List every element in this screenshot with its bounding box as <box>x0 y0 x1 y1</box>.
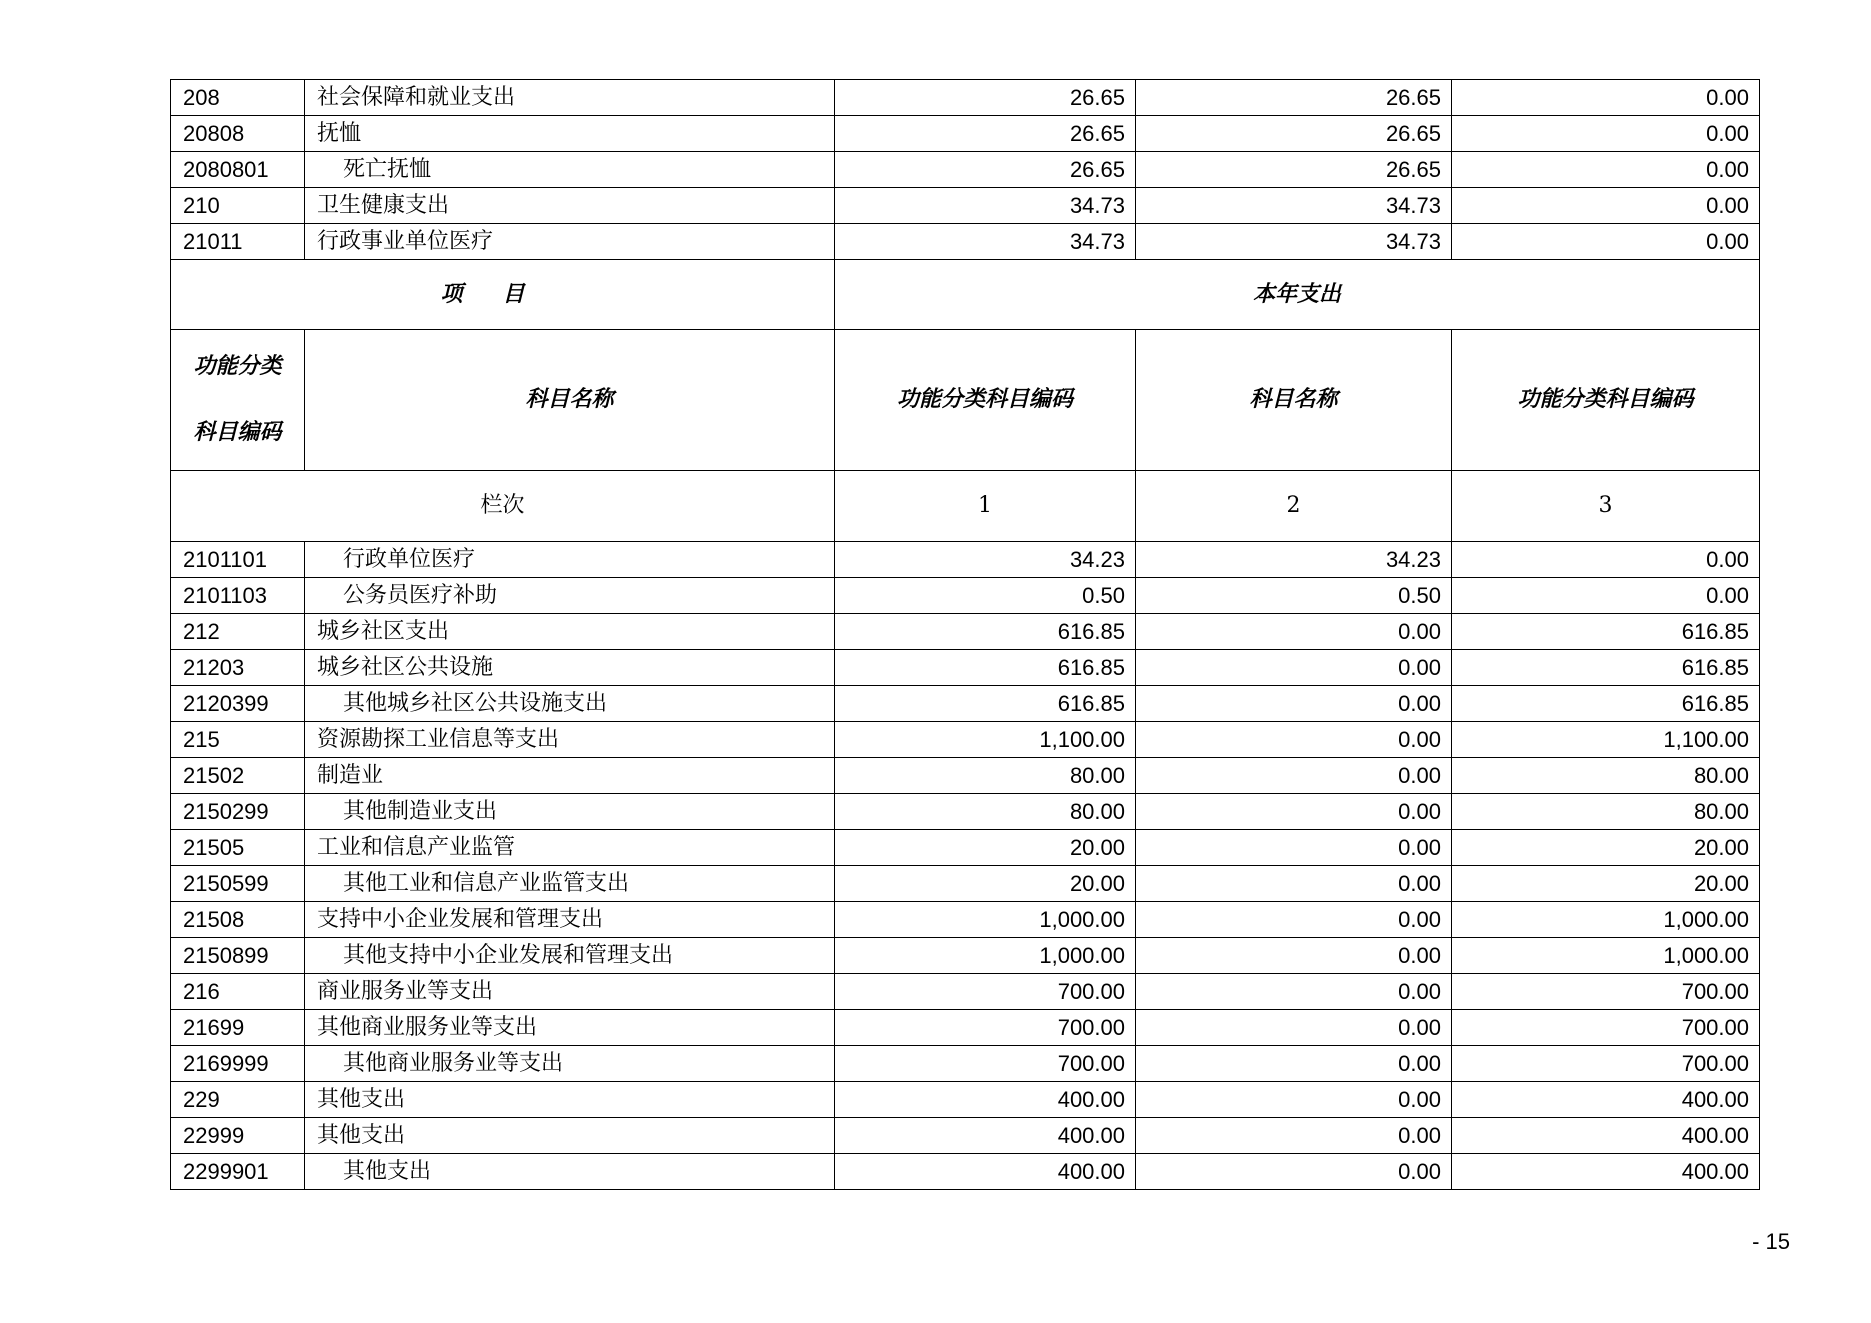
row-value-col2: 0.00 <box>1136 758 1452 794</box>
row-value-col3: 20.00 <box>1452 830 1760 866</box>
row-value-col1: 616.85 <box>835 650 1136 686</box>
header-row-2 <box>171 330 1760 471</box>
row-value-col1: 1,000.00 <box>835 938 1136 974</box>
row-value-col2: 0.00 <box>1136 902 1452 938</box>
header-row-3 <box>171 471 1760 542</box>
table-row <box>171 1082 1760 1118</box>
table-row <box>171 614 1760 650</box>
row-value-col3: 0.00 <box>1452 152 1760 188</box>
row-value-col2: 0.00 <box>1136 938 1452 974</box>
row-value-col1: 400.00 <box>835 1082 1136 1118</box>
row-value-col2: 0.00 <box>1136 1118 1452 1154</box>
table-row <box>171 1046 1760 1082</box>
row-value-col1: 20.00 <box>835 830 1136 866</box>
header-bennian: 本年支出 <box>835 260 1760 330</box>
row-value-col2: 0.00 <box>1136 1010 1452 1046</box>
table-row <box>171 80 1760 116</box>
row-value-col3: 700.00 <box>1452 974 1760 1010</box>
row-value-col3: 20.00 <box>1452 866 1760 902</box>
row-subject-name: 抚恤 <box>305 116 835 152</box>
row-code: 229 <box>171 1082 305 1118</box>
row-value-col3: 400.00 <box>1452 1118 1760 1154</box>
row-value-col3: 1,100.00 <box>1452 722 1760 758</box>
row-code: 2120399 <box>171 686 305 722</box>
row-value-col1: 34.73 <box>835 188 1136 224</box>
row-value-col2: 0.00 <box>1136 974 1452 1010</box>
row-value-col2: 0.00 <box>1136 614 1452 650</box>
table-body-top <box>171 80 1760 260</box>
row-value-col2: 34.73 <box>1136 188 1452 224</box>
table-row <box>171 686 1760 722</box>
row-code: 22999 <box>171 1118 305 1154</box>
row-code: 21502 <box>171 758 305 794</box>
row-value-col1: 34.73 <box>835 224 1136 260</box>
row-value-col3: 80.00 <box>1452 758 1760 794</box>
header-func-code-line1: 功能分类 <box>193 354 282 379</box>
row-code: 2150599 <box>171 866 305 902</box>
row-value-col3: 616.85 <box>1452 686 1760 722</box>
row-value-col2: 0.00 <box>1136 1154 1452 1190</box>
table-header <box>171 260 1760 542</box>
row-value-col1: 700.00 <box>835 974 1136 1010</box>
row-subject-name: 其他工业和信息产业监管支出 <box>305 866 835 902</box>
table-row <box>171 542 1760 578</box>
row-code: 21508 <box>171 902 305 938</box>
row-value-col1: 0.50 <box>835 578 1136 614</box>
row-value-col2: 26.65 <box>1136 80 1452 116</box>
header-xiangmu-text: 项目 <box>440 281 565 307</box>
row-value-col3: 0.00 <box>1452 542 1760 578</box>
row-value-col1: 400.00 <box>835 1154 1136 1190</box>
row-value-col3: 616.85 <box>1452 650 1760 686</box>
col-index-1: 1 <box>835 471 1136 542</box>
row-value-col3: 0.00 <box>1452 116 1760 152</box>
row-value-col2: 0.00 <box>1136 1082 1452 1118</box>
row-value-col2: 34.73 <box>1136 224 1452 260</box>
row-subject-name: 卫生健康支出 <box>305 188 835 224</box>
row-subject-name: 工业和信息产业监管 <box>305 830 835 866</box>
header-subject-name: 科目名称 <box>305 330 835 471</box>
row-subject-name: 公务员医疗补助 <box>305 578 835 614</box>
row-value-col1: 1,100.00 <box>835 722 1136 758</box>
header-xiangmu <box>171 260 835 330</box>
row-value-col3: 0.00 <box>1452 188 1760 224</box>
row-code: 210 <box>171 188 305 224</box>
row-code: 2101103 <box>171 578 305 614</box>
row-subject-name: 其他支出 <box>305 1118 835 1154</box>
page-number: - 15 <box>1752 1229 1790 1254</box>
row-code: 2169999 <box>171 1046 305 1082</box>
row-code: 21699 <box>171 1010 305 1046</box>
table-row <box>171 830 1760 866</box>
row-value-col3: 80.00 <box>1452 794 1760 830</box>
row-value-col2: 0.50 <box>1136 578 1452 614</box>
row-code: 216 <box>171 974 305 1010</box>
row-value-col3: 400.00 <box>1452 1154 1760 1190</box>
header-col3: 功能分类科目编码 <box>1452 330 1760 471</box>
row-value-col3: 700.00 <box>1452 1010 1760 1046</box>
table-row <box>171 974 1760 1010</box>
row-code: 208 <box>171 80 305 116</box>
row-value-col2: 26.65 <box>1136 152 1452 188</box>
table-row <box>171 152 1760 188</box>
header-lanci: 栏次 <box>171 471 835 542</box>
row-subject-name: 其他商业服务业等支出 <box>305 1010 835 1046</box>
header-col2: 科目名称 <box>1136 330 1452 471</box>
row-value-col1: 20.00 <box>835 866 1136 902</box>
row-code: 2101101 <box>171 542 305 578</box>
row-subject-name: 死亡抚恤 <box>305 152 835 188</box>
row-subject-name: 制造业 <box>305 758 835 794</box>
row-value-col3: 0.00 <box>1452 224 1760 260</box>
row-value-col3: 0.00 <box>1452 80 1760 116</box>
row-code: 21011 <box>171 224 305 260</box>
table-row <box>171 1154 1760 1190</box>
row-subject-name: 资源勘探工业信息等支出 <box>305 722 835 758</box>
row-subject-name: 支持中小企业发展和管理支出 <box>305 902 835 938</box>
row-code: 2299901 <box>171 1154 305 1190</box>
table-row <box>171 650 1760 686</box>
row-subject-name: 城乡社区公共设施 <box>305 650 835 686</box>
row-value-col1: 26.65 <box>835 152 1136 188</box>
row-value-col2: 0.00 <box>1136 686 1452 722</box>
row-subject-name: 行政事业单位医疗 <box>305 224 835 260</box>
row-value-col2: 0.00 <box>1136 866 1452 902</box>
row-subject-name: 其他支持中小企业发展和管理支出 <box>305 938 835 974</box>
row-code: 212 <box>171 614 305 650</box>
row-code: 2150899 <box>171 938 305 974</box>
row-code: 2080801 <box>171 152 305 188</box>
row-value-col1: 616.85 <box>835 614 1136 650</box>
row-code: 215 <box>171 722 305 758</box>
row-subject-name: 其他城乡社区公共设施支出 <box>305 686 835 722</box>
row-subject-name: 其他支出 <box>305 1154 835 1190</box>
header-col1: 功能分类科目编码 <box>835 330 1136 471</box>
table-row <box>171 578 1760 614</box>
table-row <box>171 722 1760 758</box>
row-code: 20808 <box>171 116 305 152</box>
row-value-col1: 1,000.00 <box>835 902 1136 938</box>
table-row <box>171 794 1760 830</box>
row-value-col3: 1,000.00 <box>1452 902 1760 938</box>
row-value-col1: 400.00 <box>835 1118 1136 1154</box>
table-body-bottom <box>171 542 1760 1190</box>
row-value-col1: 34.23 <box>835 542 1136 578</box>
table-row <box>171 188 1760 224</box>
table-row <box>171 224 1760 260</box>
row-code: 2150299 <box>171 794 305 830</box>
row-value-col2: 26.65 <box>1136 116 1452 152</box>
row-value-col1: 26.65 <box>835 116 1136 152</box>
row-value-col3: 1,000.00 <box>1452 938 1760 974</box>
header-row-1 <box>171 260 1760 330</box>
row-value-col3: 400.00 <box>1452 1082 1760 1118</box>
table-row <box>171 116 1760 152</box>
table-row <box>171 1010 1760 1046</box>
table-row <box>171 938 1760 974</box>
row-subject-name: 其他商业服务业等支出 <box>305 1046 835 1082</box>
row-subject-name: 其他支出 <box>305 1082 835 1118</box>
row-subject-name: 行政单位医疗 <box>305 542 835 578</box>
table-row <box>171 1118 1760 1154</box>
row-code: 21203 <box>171 650 305 686</box>
expenditure-table <box>170 79 1760 1190</box>
header-func-code-line2: 科目编码 <box>193 420 282 445</box>
row-value-col1: 80.00 <box>835 794 1136 830</box>
row-value-col2: 0.00 <box>1136 794 1452 830</box>
row-value-col2: 0.00 <box>1136 650 1452 686</box>
row-subject-name: 商业服务业等支出 <box>305 974 835 1010</box>
row-value-col2: 0.00 <box>1136 722 1452 758</box>
row-value-col1: 700.00 <box>835 1046 1136 1082</box>
row-value-col1: 616.85 <box>835 686 1136 722</box>
row-value-col1: 26.65 <box>835 80 1136 116</box>
row-value-col2: 0.00 <box>1136 1046 1452 1082</box>
row-value-col1: 700.00 <box>835 1010 1136 1046</box>
row-code: 21505 <box>171 830 305 866</box>
table-row <box>171 758 1760 794</box>
header-func-code <box>171 330 305 471</box>
table-row <box>171 866 1760 902</box>
col-index-3: 3 <box>1452 471 1760 542</box>
row-subject-name: 其他制造业支出 <box>305 794 835 830</box>
row-value-col2: 0.00 <box>1136 830 1452 866</box>
row-value-col3: 0.00 <box>1452 578 1760 614</box>
row-value-col3: 700.00 <box>1452 1046 1760 1082</box>
row-subject-name: 社会保障和就业支出 <box>305 80 835 116</box>
table-row <box>171 902 1760 938</box>
row-subject-name: 城乡社区支出 <box>305 614 835 650</box>
col-index-2: 2 <box>1136 471 1452 542</box>
row-value-col2: 34.23 <box>1136 542 1452 578</box>
row-value-col3: 616.85 <box>1452 614 1760 650</box>
row-value-col1: 80.00 <box>835 758 1136 794</box>
